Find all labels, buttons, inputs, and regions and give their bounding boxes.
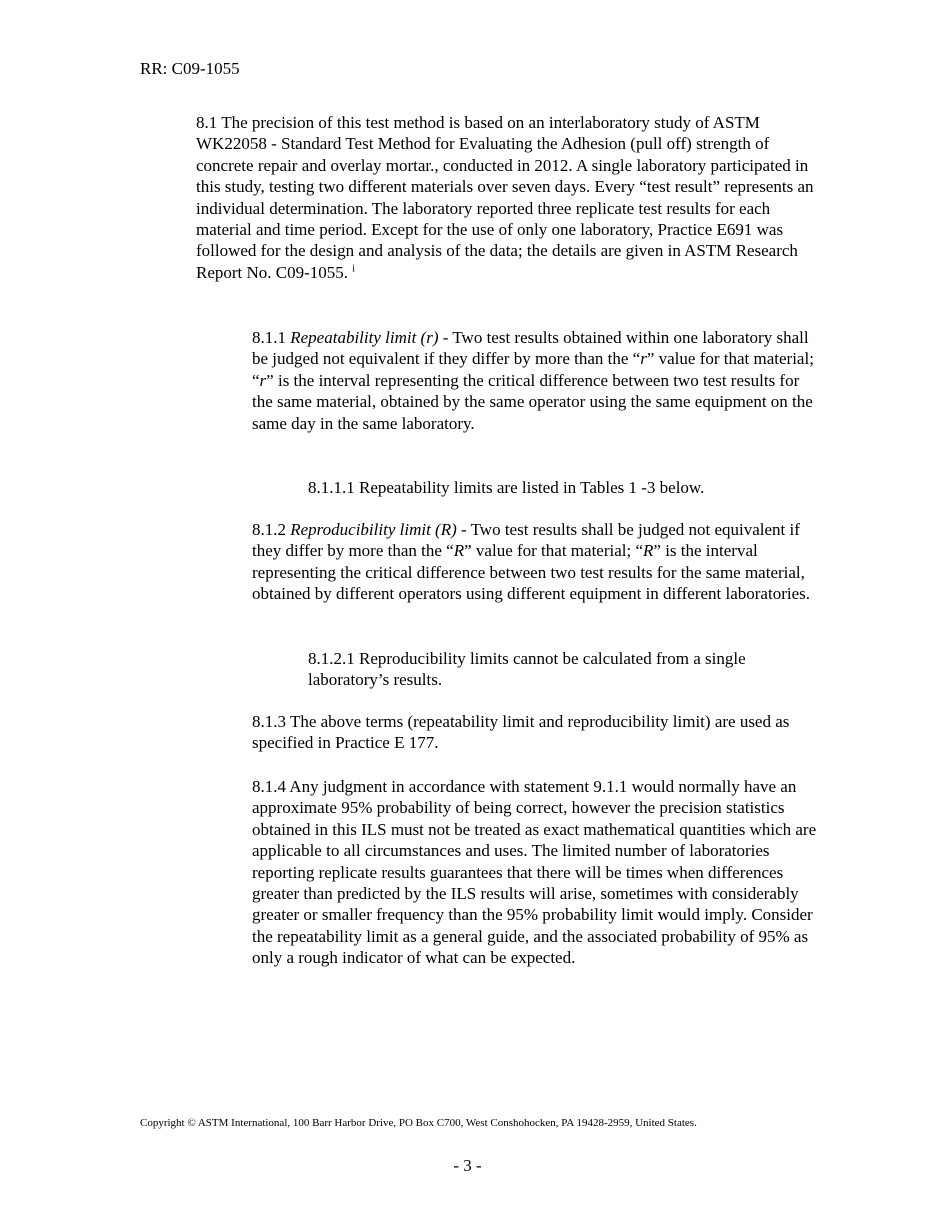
section-8-1-2 [252,519,817,605]
section-8-1 [196,112,816,283]
section-8-1-1-number: 8.1.1 [252,328,291,347]
section-8-1-1-text-a: Two test results obtained within one laboratory shall be judged not equivalent if they differ by more than the “ [252,328,809,369]
section-8-1-text: 8.1 The precision of this test method is based on an interlaboratory study of ASTM WK22058 - Standard Test Method for Evaluating the Adhesion (pull off) strength of concrete repair and overlay mortar., conducted in 2012. A single laboratory participated in this study, testing two different materials over seven days. Every “test result” represents an individual determination. The laboratory reported three replicate test results for each material and time period. Except for the use of only one laboratory, Practice E691 was followed for the design and analysis of the data; the details are given in ASTM Research Report No. C09-1055. [196,113,814,282]
symbol-r: r [259,370,267,390]
symbol-r: r [640,349,647,369]
symbol-capital-r: R [453,541,465,561]
section-8-1-2-1: 8.1.2.1 Reproducibility limits cannot be calculated from a single laboratory’s results. [308,649,746,690]
section-8-1-1-1: 8.1.1.1 Repeatability limits are listed in Tables 1 -3 below. [308,478,705,497]
section-8-1-2-text-a: Two test results shall be judged not equivalent if they differ by more than the “ [252,520,800,561]
section-8-1-2-number: 8.1.2 [252,520,291,539]
section-8-1-2-text-c: ” is the interval representing the critical difference between two test results for the same material, obtained by different operators using different equipment in different laboratories. [252,541,810,604]
report-id-header: RR: C09-1055 [140,59,240,78]
page-number: - 3 - [453,1156,482,1175]
reproducibility-limit-term: Reproducibility limit (R) - [290,520,467,539]
section-8-1-3: 8.1.3 The above terms (repeatability limit and reproducibility limit) are used as specified in Practice E 177. [252,712,790,753]
copyright-footer: Copyright © ASTM International, 100 Barr Harbor Drive, PO Box C700, West Conshohocken, PA 19428-2959, United States. [140,1117,697,1129]
section-8-1-1 [252,327,817,434]
section-8-1-4: 8.1.4 Any judgment in accordance with statement 9.1.1 would normally have an approximate 95% probability of being correct, however the precision statistics obtained in this ILS must not be treated as exact mathematical quantities which are applicable to all circumstances and uses. The limited number of laboratories reporting replicate results guarantees that there will be times when differences greater than predicted by the ILS results will arise, sometimes with considerably greater or smaller frequency than the 95% probability limit would imply. Consider the repeatability limit as a general guide, and the associated probability of 95% as only a rough indicator of what can be expected. [252,777,817,968]
symbol-capital-r: R [643,541,654,561]
section-8-1-1-text-b: ” value for that material; “ [252,349,814,390]
section-8-1-2-text-b: ” value for that material; “ [464,541,644,561]
section-8-1-1-text-c: ” is the interval representing the critical difference between two test results for the same material, obtained by the same operator using the same equipment on the same day in the same laboratory. [252,370,813,433]
endnote-marker: i [352,263,356,275]
repeatability-limit-term: Repeatability limit (r) - [290,328,449,347]
